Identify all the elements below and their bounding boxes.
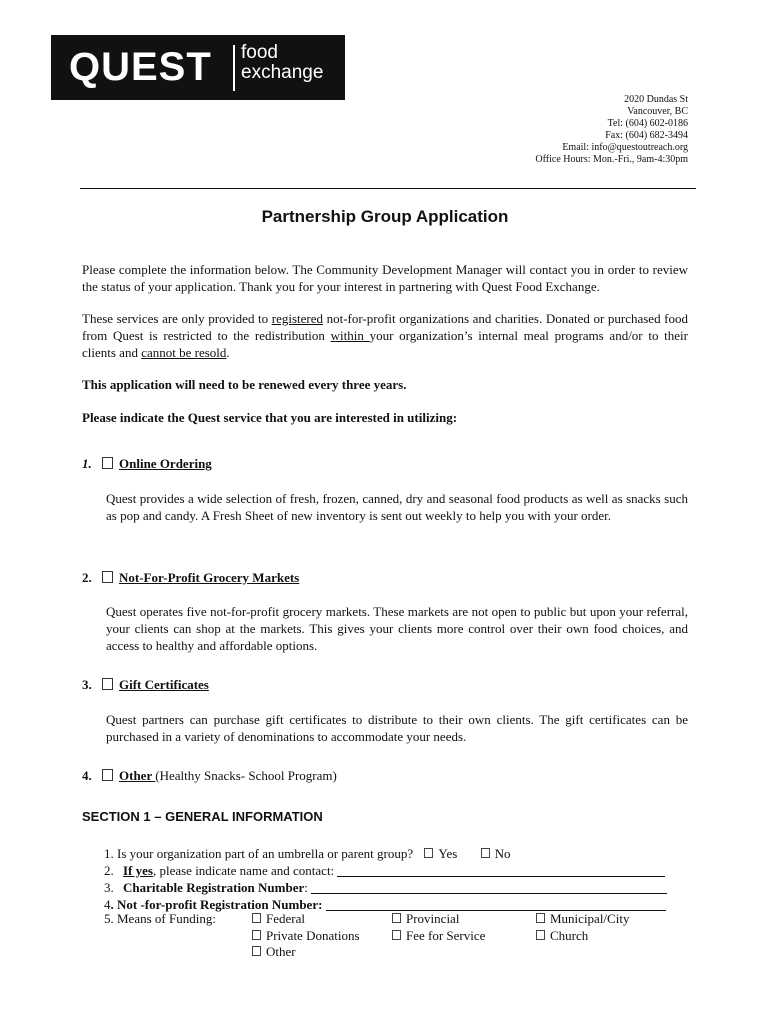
renewal-note: This application will need to be renewed every three years. xyxy=(82,377,407,392)
address-fax: Fax: (604) 682-3494 xyxy=(605,130,688,141)
service-instructions: Please indicate the Quest service that you are interested in utilizing: xyxy=(82,410,458,425)
no-label: No xyxy=(494,846,511,861)
no-checkbox[interactable] xyxy=(481,848,490,858)
question-colon: : xyxy=(304,880,308,895)
contact-address xyxy=(535,94,688,166)
service-other xyxy=(82,767,337,784)
other-funding-checkbox[interactable] xyxy=(252,946,261,956)
other-service-checkbox[interactable] xyxy=(102,769,113,781)
grocery-markets-description: Quest operates five not-for-profit grocery markets. These markets are not open to public but upon your referral, your clients can shop at the markets. This gives your clients more control over their own food choices, and access to healthy and affordable options. xyxy=(106,604,688,653)
restriction-text-c: not-for-profit organizations and charities. Donated or purchased food from Quest is restricted to the redistribution xyxy=(82,311,688,343)
gift-certificates-description: Quest partners can purchase gift certificates to distribute to their own clients. The gift certificates can be purchased in a variety of denominations to accommodate your needs. xyxy=(106,712,688,744)
yes-label: Yes xyxy=(438,846,458,861)
address-tel: Tel: (604) 602-0186 xyxy=(607,118,688,129)
service-label: Other xyxy=(119,768,156,783)
address-email: Email: info@questoutreach.org xyxy=(562,142,688,153)
funding-private-donations[interactable] xyxy=(252,927,360,944)
funding-municipal[interactable] xyxy=(536,910,629,927)
gift-certificates-checkbox[interactable] xyxy=(102,678,113,690)
funding-federal[interactable] xyxy=(252,910,305,927)
address-street: 2020 Dundas St xyxy=(624,94,688,105)
option-label: Provincial xyxy=(406,911,460,926)
if-yes-label: If yes xyxy=(123,863,153,878)
restriction-text-e: your organization’s internal meal programs and/or to their clients and xyxy=(82,328,688,360)
provincial-checkbox[interactable] xyxy=(392,913,401,923)
logo-subtitle xyxy=(241,43,323,83)
restriction-registered: registered xyxy=(271,311,323,326)
church-checkbox[interactable] xyxy=(536,930,545,940)
question-number: 2. xyxy=(104,863,114,878)
funding-other[interactable] xyxy=(252,943,296,960)
municipal-checkbox[interactable] xyxy=(536,913,545,923)
federal-checkbox[interactable] xyxy=(252,913,261,923)
page-title: Partnership Group Application xyxy=(261,207,509,226)
private-donations-checkbox[interactable] xyxy=(252,930,261,940)
funding-fee-for-service[interactable] xyxy=(392,927,485,944)
question-text: , please indicate name and contact: xyxy=(152,863,335,878)
option-label: Other xyxy=(266,944,296,959)
service-label: Gift Certificates xyxy=(119,677,209,692)
funding-label: 5. Means of Funding: xyxy=(104,911,216,926)
service-gift-certificates xyxy=(82,676,209,693)
quest-logo xyxy=(51,35,345,100)
service-number: 4. xyxy=(82,768,92,783)
restriction-within: within xyxy=(330,328,370,343)
option-label: Federal xyxy=(266,911,305,926)
option-label: Private Donations xyxy=(266,928,360,943)
question-text: 1. Is your organization part of an umbrella or parent group? xyxy=(104,846,414,861)
service-label: Online Ordering xyxy=(119,456,212,471)
funding-provincial[interactable] xyxy=(392,910,459,927)
question-label: . Not -for-profit Registration Number: xyxy=(110,897,323,912)
section-1-heading: SECTION 1 – GENERAL INFORMATION xyxy=(82,809,323,824)
logo-line-exchange: exchange xyxy=(241,62,324,83)
service-number: 3. xyxy=(82,677,92,692)
option-label: Fee for Service xyxy=(406,928,486,943)
option-label: Church xyxy=(550,928,589,943)
online-ordering-description: Quest provides a wide selection of fresh, frozen, canned, dry and seasonal food products as well as snacks such as pop and candy. A Fresh Sheet of new inventory is sent out weekly to help you with your order. xyxy=(106,491,688,523)
question-number: 3. xyxy=(104,880,114,895)
question-parent-contact xyxy=(104,862,665,879)
logo-word: QUEST xyxy=(69,45,212,89)
intro-paragraph: Please complete the information below. The Community Development Manager will contact you in order to review the status of your application. Thank you for your interest in partnering with Quest Food Exchange. xyxy=(82,262,688,294)
grocery-markets-checkbox[interactable] xyxy=(102,571,113,583)
fee-for-service-checkbox[interactable] xyxy=(392,930,401,940)
question-label: Charitable Registration Number xyxy=(123,880,305,895)
address-hours: Office Hours: Mon.-Fri., 9am-4:30pm xyxy=(535,154,688,165)
restriction-cannot-be-resold: cannot be resold xyxy=(141,345,227,360)
restriction-paragraph xyxy=(82,310,688,361)
charitable-number-field[interactable] xyxy=(311,881,667,894)
question-umbrella-group xyxy=(104,845,510,862)
service-number: 2. xyxy=(82,570,92,585)
parent-contact-field[interactable] xyxy=(337,864,665,877)
service-online-ordering xyxy=(82,455,212,472)
online-ordering-checkbox[interactable] xyxy=(102,457,113,469)
option-label: Municipal/City xyxy=(550,911,630,926)
service-label: Not-For-Profit Grocery Markets xyxy=(119,570,300,585)
service-number: 1. xyxy=(82,456,92,471)
question-charitable-number xyxy=(104,879,667,896)
logo-line-food: food xyxy=(241,42,278,63)
yes-checkbox[interactable] xyxy=(424,848,433,858)
question-number: 4 xyxy=(104,897,111,912)
logo-divider xyxy=(233,45,235,91)
other-service-detail: (Healthy Snacks- School Program) xyxy=(155,768,337,783)
header-divider xyxy=(80,188,696,189)
service-grocery-markets xyxy=(82,569,299,586)
restriction-text-a: These services are only provided to xyxy=(82,311,272,326)
restriction-period: . xyxy=(226,345,230,360)
funding-church[interactable] xyxy=(536,927,588,944)
address-city: Vancouver, BC xyxy=(627,106,688,117)
